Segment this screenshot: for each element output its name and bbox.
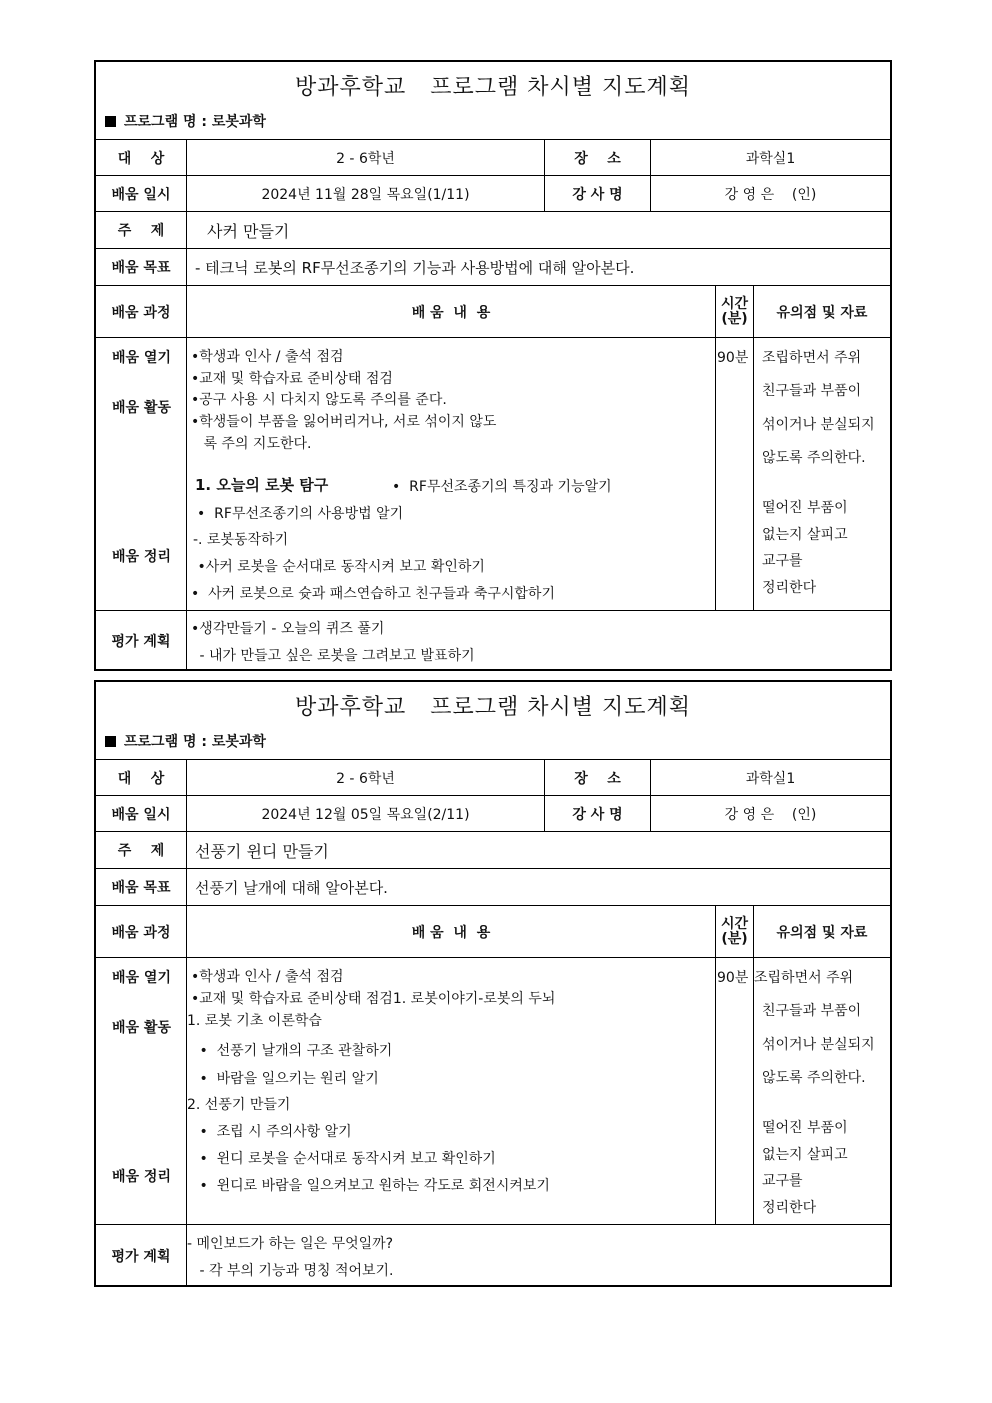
target-label: 대 상: [96, 760, 187, 795]
teacher-label: 강 사 명: [545, 176, 651, 211]
program-name: 프로그램 명 : 로봇과학: [105, 731, 266, 751]
target-value: 2 - 6학년: [187, 760, 545, 795]
content-line: • RF무선조종기의 특징과 기능알기: [392, 479, 612, 495]
goal-label: 배움 목표: [96, 249, 187, 285]
notes-line: 섞이거나 분실되지: [762, 417, 875, 433]
target-label: 대 상: [96, 140, 187, 175]
goal-value: 선풍기 날개에 대해 알아본다.: [195, 878, 388, 897]
place-label: 장 소: [545, 760, 651, 795]
eval-line: - 내가 만들고 싶은 로봇을 그려보고 발표하기: [195, 648, 475, 664]
content-line: -. 로봇동작하기: [193, 532, 289, 548]
content-line: 2. 선풍기 만들기: [187, 1097, 291, 1113]
plan-title: 방과후학교 프로그램 차시별 지도계획: [295, 75, 691, 100]
content-heading: 1. 오늘의 로봇 탐구: [195, 476, 329, 494]
time-value: 90분: [717, 350, 749, 366]
notes-line: 섞이거나 분실되지: [762, 1037, 875, 1053]
content-line: •교재 및 학습자료 준비상태 점검1. 로봇이야기-로봇의 두뇌: [191, 991, 556, 1007]
stage-labels: [96, 958, 187, 1224]
content-line: • 조립 시 주의사항 알기: [195, 1124, 352, 1140]
content-line: 록 주의 지도한다.: [199, 436, 312, 452]
place-value: 과학실1: [745, 150, 796, 167]
lesson-plan-1: [94, 60, 892, 671]
plan-header: [96, 682, 890, 760]
close-label: 배움 정리: [112, 1169, 171, 1185]
topic-label: 주 제: [96, 832, 187, 868]
content-line: •학생과 인사 / 출석 점검: [191, 349, 344, 365]
goal-value: - 테크닉 로봇의 RF무선조종기의 기능과 사용방법에 대해 알아본다.: [195, 258, 635, 277]
goal-row: [96, 869, 890, 906]
teacher-value: 강 영 은 (인): [724, 806, 817, 823]
content-line: • RF무선조종기의 사용방법 알기: [197, 506, 404, 522]
goal-label: 배움 목표: [96, 869, 187, 905]
teacher-label: 강 사 명: [545, 796, 651, 831]
process-label: 배움 과정: [96, 906, 187, 957]
eval-line: - 메인보드가 하는 일은 무엇일까?: [187, 1236, 394, 1252]
eval-cell: [187, 611, 890, 670]
program-name: 프로그램 명 : 로봇과학: [105, 111, 266, 131]
date-label: 배움 일시: [96, 796, 187, 831]
notes-line: 정리한다: [762, 580, 817, 596]
plan-header: [96, 62, 890, 140]
notes-line: 떨어진 부품이: [762, 1120, 848, 1136]
process-header-row: [96, 906, 890, 958]
stage-labels: [96, 338, 187, 610]
content-line: • 바람을 일으키는 원리 알기: [195, 1071, 379, 1087]
target-row: [96, 760, 890, 796]
plan-title: 방과후학교 프로그램 차시별 지도계획: [295, 695, 691, 720]
time-value: 90분: [717, 970, 749, 986]
notes-header: 유의점 및 자료: [776, 924, 868, 941]
topic-row: [96, 212, 890, 249]
goal-row: [96, 249, 890, 286]
activity-label: 배움 활동: [112, 1020, 171, 1036]
time-header: 시간 (분): [716, 286, 754, 337]
time-cell: [716, 958, 754, 1224]
notes-line: 친구들과 부품이: [762, 383, 862, 399]
square-bullet-icon: [105, 116, 116, 127]
content-header: 배 움 내 용: [187, 906, 716, 957]
eval-row: [96, 1225, 890, 1286]
topic-label: 주 제: [96, 212, 187, 248]
open-label: 배움 열기: [112, 350, 171, 366]
content-line: • 사커 로봇으로 슛과 패스연습하고 친구들과 축구시합하기: [191, 586, 555, 602]
content-cell: [187, 958, 716, 1224]
notes-line: 조립하면서 주위: [762, 350, 862, 366]
notes-line: 교구를: [762, 1173, 803, 1189]
topic-value: 선풍기 윈디 만들기: [195, 841, 329, 861]
eval-line: - 각 부의 기능과 명칭 적어보기.: [195, 1263, 394, 1279]
content-cell: [187, 338, 716, 610]
content-line: • 선풍기 날개의 구조 관찰하기: [195, 1043, 393, 1059]
date-row: [96, 796, 890, 832]
close-label: 배움 정리: [112, 549, 171, 565]
target-row: [96, 140, 890, 176]
notes-cell: [754, 338, 890, 610]
process-label: 배움 과정: [96, 286, 187, 337]
notes-line: 정리한다: [762, 1200, 817, 1216]
topic-value: 사커 만들기: [207, 221, 290, 241]
content-line: •학생과 인사 / 출석 점검: [191, 969, 344, 985]
eval-row: [96, 611, 890, 670]
notes-line: 않도록 주의한다.: [762, 1070, 866, 1086]
notes-line: 교구를: [762, 553, 803, 569]
place-label: 장 소: [545, 140, 651, 175]
content-line: •사커 로봇을 순서대로 동작시켜 보고 확인하기: [193, 559, 485, 575]
date-value: 2024년 11월 28일 목요일(1/11): [187, 176, 545, 211]
content-row: [96, 338, 890, 611]
date-label: 배움 일시: [96, 176, 187, 211]
content-line: •학생들이 부품을 잃어버리거나, 서로 섞이지 않도: [191, 414, 497, 430]
notes-cell: [754, 958, 890, 1224]
eval-line: •생각만들기 - 오늘의 퀴즈 풀기: [191, 621, 385, 637]
date-row: [96, 176, 890, 212]
target-value: 2 - 6학년: [187, 140, 545, 175]
date-value: 2024년 12월 05일 목요일(2/11): [187, 796, 545, 831]
process-header-row: [96, 286, 890, 338]
content-line: •공구 사용 시 다치지 않도록 주의를 준다.: [191, 392, 447, 408]
time-header: 시간 (분): [716, 906, 754, 957]
notes-header: 유의점 및 자료: [776, 304, 868, 321]
content-line: 1. 로봇 기초 이론학습: [187, 1013, 322, 1029]
content-line: • 윈디 로봇을 순서대로 동작시켜 보고 확인하기: [195, 1151, 496, 1167]
square-bullet-icon: [105, 736, 116, 747]
eval-label: 평가 계획: [96, 1225, 187, 1286]
content-row: [96, 958, 890, 1225]
notes-line: 떨어진 부품이: [762, 500, 848, 516]
notes-line: 조립하면서 주위: [754, 970, 854, 986]
time-cell: [716, 338, 754, 610]
content-line: •교재 및 학습자료 준비상태 점검: [191, 371, 393, 387]
eval-label: 평가 계획: [96, 611, 187, 670]
notes-line: 않도록 주의한다.: [762, 450, 866, 466]
eval-cell: [187, 1225, 890, 1286]
topic-row: [96, 832, 890, 869]
notes-line: 친구들과 부품이: [762, 1003, 862, 1019]
open-label: 배움 열기: [112, 970, 171, 986]
activity-label: 배움 활동: [112, 400, 171, 416]
content-line: • 윈디로 바람을 일으켜보고 원하는 각도로 회전시켜보기: [195, 1178, 550, 1194]
lesson-plan-2: [94, 680, 892, 1287]
content-header: 배 움 내 용: [187, 286, 716, 337]
place-value: 과학실1: [745, 770, 796, 787]
notes-line: 없는지 살피고: [762, 1147, 848, 1163]
notes-line: 없는지 살피고: [762, 527, 848, 543]
teacher-value: 강 영 은 (인): [724, 186, 817, 203]
